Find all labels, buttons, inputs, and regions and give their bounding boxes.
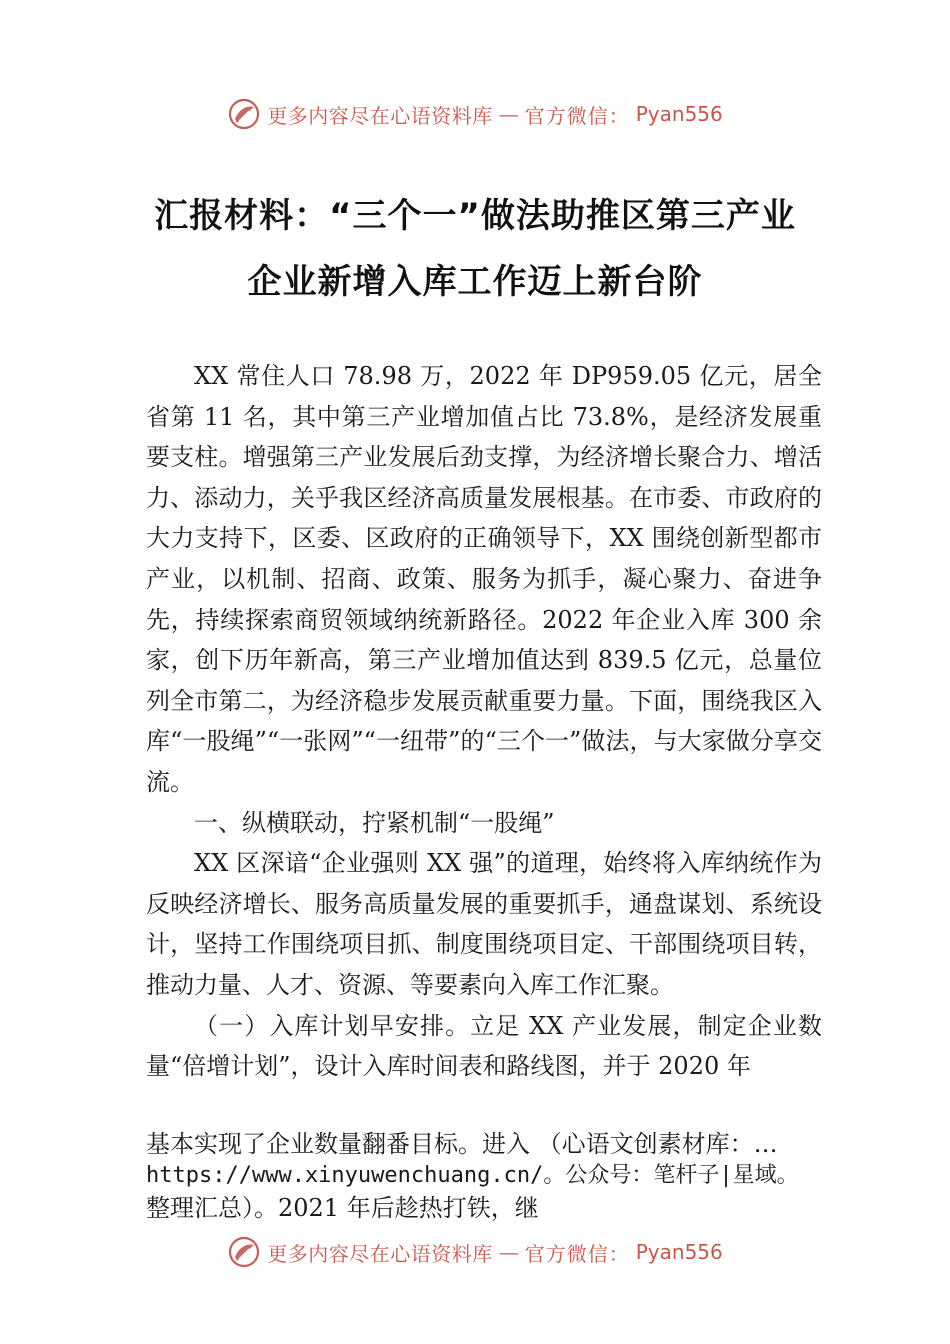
logo-icon: [227, 1235, 261, 1269]
tail-line-1: 基本实现了企业数量翻番目标。进入 （心语文创素材库：…: [146, 1130, 778, 1158]
banner-separator: —: [498, 1240, 519, 1264]
banner-wechat-label: 官方微信：: [524, 103, 630, 128]
banner-text: 更多内容尽在心语资料库: [267, 1241, 493, 1266]
tail-line-3: 整理汇总）。2021 年后趁热打铁，继: [146, 1194, 539, 1222]
watermark-banner-top: [0, 94, 950, 134]
banner-wechat-label: 官方微信：: [524, 1241, 630, 1266]
document-body: [146, 356, 822, 1087]
section-heading-1: 一、纵横联动，拧紧机制“一股绳”: [194, 808, 555, 837]
page-title-line-1: 汇报材料：“三个一”做法助推区第三产业: [154, 196, 796, 236]
banner-wechat-id: Pyan556: [635, 1240, 723, 1264]
banner-wechat-id: Pyan556: [635, 102, 723, 126]
banner-text: 更多内容尽在心语资料库: [267, 103, 493, 128]
logo-icon: [227, 97, 261, 131]
page-title-line-2: 企业新增入库工作迈上新台阶: [247, 262, 703, 302]
watermark-banner-bottom: [0, 1232, 950, 1272]
paragraph-section-1: XX 区深谙“企业强则 XX 强”的道理，始终将入库纳统作为反映经济增长、服务高质量发展的重要抓手，通盘谋划、系统设计，坚持工作围绕项目抓、制度围绕项目定、干部围绕项目转，推动力量、人才、资源、等要素向入库工作汇聚。: [146, 849, 822, 999]
tail-line-url: https://www.xinyuwenchuang.cn/。公众号：笔杆子|星域。: [146, 1163, 799, 1188]
paragraph-subsection-1: （一）入库计划早安排。立足 XX 产业发展，制定企业数量“倍增计划”，设计入库时间表和路线图，并于 2020 年: [146, 1011, 822, 1081]
document-tail: [146, 1128, 846, 1224]
paragraph-intro: XX 常住人口 78.98 万，2022 年 DP959.05 亿元，居全省第 11 名，其中第三产业增加值占比 73.8%，是经济发展重要支柱。增强第三产业发展后劲支撑，为经济增长聚合力、增活力、添动力，关乎我区经济高质量发展根基。在市委、市政府的大力支持下，区委、区政府的正确领导下，XX 围绕创新型都市产业，以机制、招商、政策、服务为抓手，凝心聚力、奋进争先，持续探索商贸领域纳统新路径。2022 年企业入库 300 余家，创下历年新高，第三产业增加值达到 839.5 亿元，总量位列全市第二，为经济稳步发展贡献重要力量。下面，围绕我区入库“一股绳”“一张网”“一纽带”的“三个一”做法，与大家做分享交流。: [146, 362, 822, 796]
banner-separator: —: [498, 102, 519, 126]
